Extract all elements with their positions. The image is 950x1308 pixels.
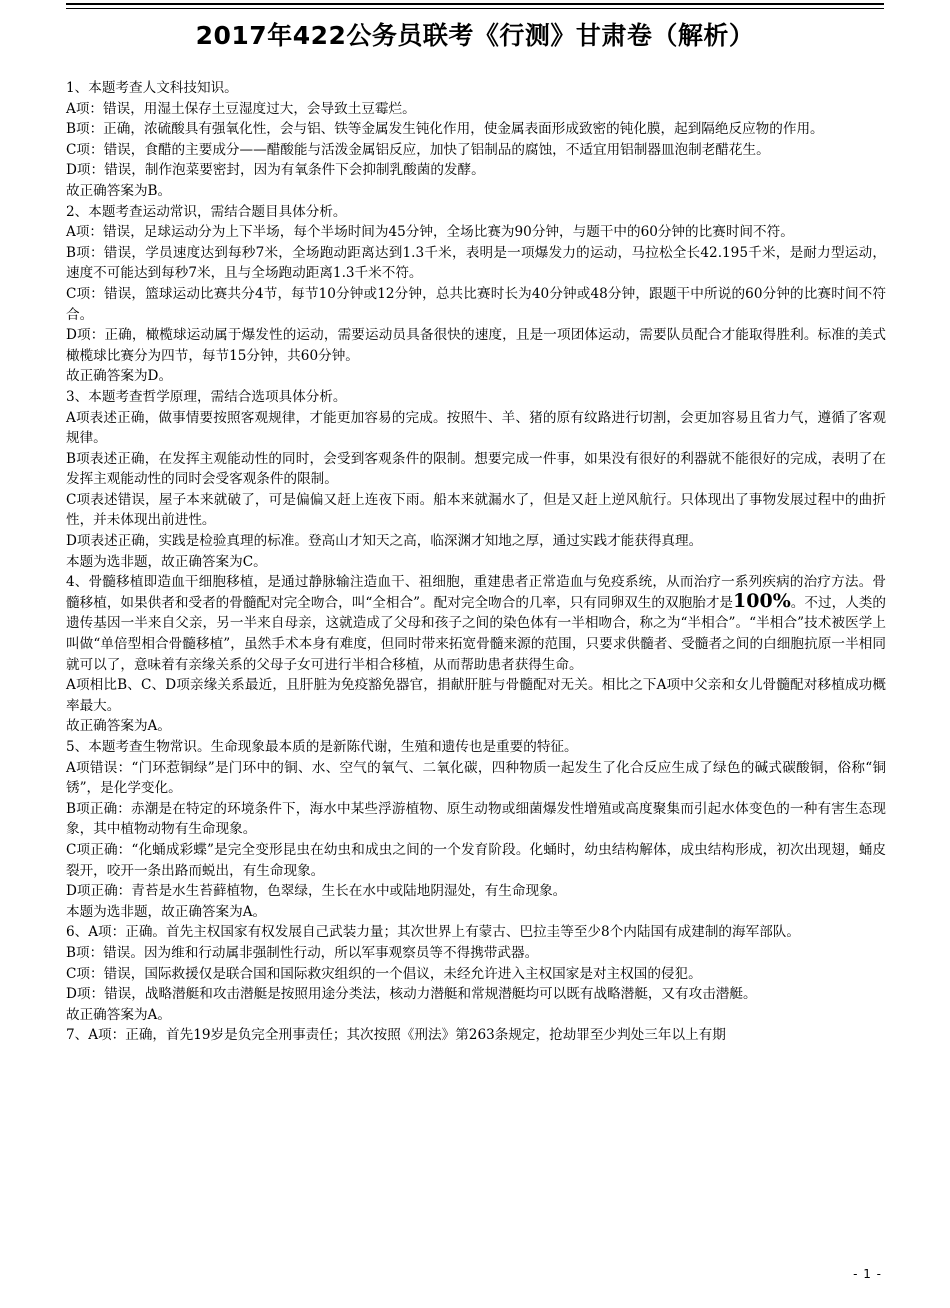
page-number: - 1 -	[853, 1267, 882, 1281]
paragraph-q1: 1、本题考查人文科技知识。	[66, 80, 238, 96]
header-rule-thick	[66, 3, 884, 5]
paragraph-q3: 3、本题考查哲学原理，需结合选项具体分析。	[66, 388, 347, 405]
percent-figure: 100%	[733, 589, 791, 612]
paragraph-q1-d: D项：错误，制作泡菜要密封，因为有氧条件下会抑制乳酸菌的发酵。	[66, 162, 485, 179]
paragraph-q7-a: 7、A项：正确，首先19岁是负完全刑事责任；其次按照《刑法》第263条规定，抢劫罪至少判处三年以上有期	[66, 1027, 726, 1044]
paragraph-q3-c: C项表述错误，屋子本来就破了，可是偏偏又赶上连夜下雨。船本来就漏水了，但是又赶上逆风航行。只体现出了事物发展过程中的曲折性，并未体现出前进性。	[66, 491, 886, 529]
paragraph-q6-answer: 故正确答案为A。	[66, 1006, 171, 1023]
paragraph-q5-answer: 本题为选非题，故正确答案为A。	[66, 903, 267, 920]
header-rule-thin	[66, 8, 884, 9]
document-body	[66, 78, 886, 1046]
paragraph-q3-b: B项表述正确，在发挥主观能动性的同时，会受到客观条件的限制。想要完成一件事，如果没有很好的利器就不能很好的完成，表明了在发挥主观能动性的同时会受客观条件的限制。	[66, 450, 886, 488]
paragraph-q5-d: D项正确：青苔是水生苔藓植物，色翠绿，生长在水中或陆地阴湿处，有生命现象。	[66, 883, 567, 900]
paragraph-q6-a: 6、A项：正确。首先主权国家有权发展自己武装力量；其次世界上有蒙古、巴拉圭等至少8个内陆国有成建制的海军部队。	[66, 924, 800, 941]
paragraph-q4	[66, 572, 886, 675]
paragraph-q6-c: C项：错误，国际救援仅是联合国和国际救灾组织的一个倡议，未经允许进入主权国家是对主权国的侵犯。	[66, 965, 702, 982]
paragraph-q5: 5、本题考查生物常识。生命现象最本质的是新陈代谢，生殖和遗传也是重要的特征。	[66, 739, 578, 755]
paragraph-q6-d: D项：错误，战略潜艇和攻击潜艇是按照用途分类法，核动力潜艇和常规潜艇均可以既有战略潜艇，又有攻击潜艇。	[66, 986, 757, 1003]
paragraph-q2-d: D项：正确，橄榄球运动属于爆发性的运动，需要运动员具备很快的速度，且是一项团体运动，需要队员配合才能取得胜利。标准的美式橄榄球比赛分为四节，每节15分钟，共60分钟。	[66, 327, 886, 364]
paragraph-q2-b: B项：错误，学员速度达到每秒7米，全场跑动距离达到1.3千米，表明是一项爆发力的运动，马拉松全长42.195千米，是耐力型运动，速度不可能达到每秒7米，且与全场跑动距离1.3千米不符。	[66, 244, 886, 282]
paragraph-q1-answer: 故正确答案为B。	[66, 182, 172, 199]
paragraph-q1-c: C项：错误，食醋的主要成分——醋酸能与活泼金属铝反应，加快了铝制品的腐蚀，不适宜用铝制器皿泡制老醋花生。	[66, 141, 770, 158]
paragraph-q4-part1: 4、骨髓移植即造血干细胞移植，是通过静脉输注造血干、祖细胞，重建患者正常造血与免疫系统，从而治疗一系列疾病的治疗方法。骨髓移植，如果供者和受者的骨髓配对完全吻合，叫“全相合”。配对完全吻合的几率，只有同卵双生的双胞胎才是	[66, 574, 886, 611]
paragraph-q3-a: A项表述正确，做事情要按照客观规律，才能更加容易的完成。按照牛、羊、猪的原有纹路进行切割，会更加容易且省力气，遵循了客观规律。	[66, 409, 886, 447]
paragraph-q2: 2、本题考查运动常识，需结合题目具体分析。	[66, 203, 347, 220]
document-title: 2017年422公务员联考《行测》甘肃卷（解析）	[195, 21, 755, 50]
paragraph-q5-c: C项正确：“化蛹成彩蝶”是完全变形昆虫在幼虫和成虫之间的一个发育阶段。化蛹时，幼虫结构解体，成虫结构形成，初次出现翅，蛹皮裂开，咬开一条出路而蜕出，有生命现象。	[66, 841, 886, 879]
paragraph-q5-a: A项错误：“门环惹铜绿”是门环中的铜、水、空气的氧气、二氧化碳，四种物质一起发生了化合反应生成了绿色的碱式碳酸铜，俗称“铜锈”，是化学变化。	[66, 759, 886, 797]
paragraph-q3-d: D项表述正确，实践是检验真理的标准。登高山才知天之高，临深渊才知地之厚，通过实践才能获得真理。	[66, 533, 703, 550]
paragraph-q6-b: B项：错误。因为维和行动属非强制性行动，所以军事观察员等不得携带武器。	[66, 944, 539, 961]
paragraph-q5-b: B项正确：赤潮是在特定的环境条件下，海水中某些浮游植物、原生动物或细菌爆发性增殖或高度聚集而引起水体变色的一种有害生态现象，其中植物动物有生命现象。	[66, 800, 886, 838]
paragraph-q2-a: A项：错误，足球运动分为上下半场，每个半场时间为45分钟，全场比赛为90分钟，与题干中的60分钟的比赛时间不符。	[66, 224, 794, 241]
paragraph-q1-a: A项：错误，用湿土保存土豆湿度过大，会导致土豆霉烂。	[66, 100, 416, 117]
paragraph-q4-answer: 故正确答案为A。	[66, 718, 171, 735]
paragraph-q2-answer: 故正确答案为D。	[66, 368, 173, 385]
paragraph-q4-a: A项相比B、C、D项亲缘关系最近，且肝脏为免疫豁免器官，捐献肝脏与骨髓配对无关。相比之下A项中父亲和女儿骨髓配对移植成功概率最大。	[66, 677, 886, 714]
paragraph-q1-b: B项：正确，浓硫酸具有强氧化性，会与铝、铁等金属发生钝化作用，使金属表面形成致密的钝化膜，起到隔绝反应物的作用。	[66, 121, 824, 138]
paragraph-q4-part2: 。不过，人类的遗传基因一半来自父亲，另一半来自母亲，这就造成了父母和孩子之间的染色体有一半相吻合，称之为“半相合”。“半相合”技术被医学上叫做“单倍型相合骨髓移植”，虽然手术本身有难度，但同时带来拓宽骨髓来源的范围，只要求供髓者、受髓者之间的白细胞抗原一半相同就可以了，意味着有亲缘关系的父母子女可进行半相合移植，从而帮助患者获得生命。	[66, 594, 886, 673]
paragraph-q3-answer: 本题为选非题，故正确答案为C。	[66, 553, 267, 570]
paragraph-q2-c: C项：错误，篮球运动比赛共分4节，每节10分钟或12分钟，总共比赛时长为40分钟或48分钟，跟题干中所说的60分钟的比赛时间不符合。	[66, 285, 886, 323]
